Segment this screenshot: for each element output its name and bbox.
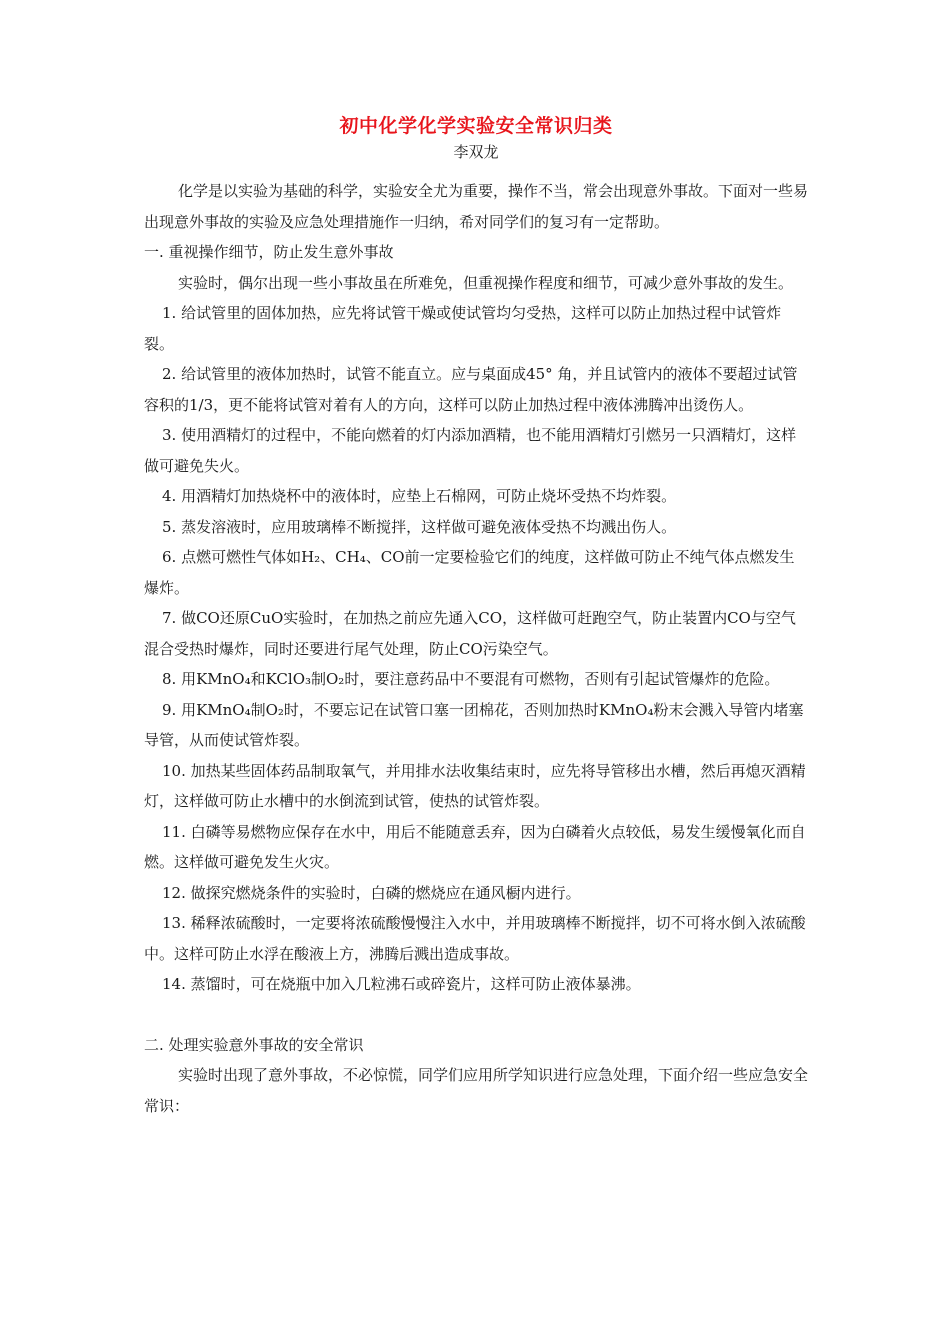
list-item: 7. 做CO还原CuO实验时，在加热之前应先通入CO，这样做可赶跑空气，防止装置内CO与空气混合受热时爆炸，同时还要进行尾气处理，防止CO污染空气。 <box>144 609 796 658</box>
section-2-intro: 实验时出现了意外事故，不必惊慌，同学们应用所学知识进行应急处理，下面介绍一些应急安全常识： <box>144 1066 809 1115</box>
list-item: 14. 蒸馏时，可在烧瓶中加入几粒沸石或碎瓷片，这样可防止液体暴沸。 <box>162 975 641 993</box>
list-item: 11. 白磷等易燃物应保存在水中，用后不能随意丢弃，因为白磷着火点较低，易发生缓慢氧化而自燃。这样做可避免发生火灾。 <box>144 822 806 871</box>
list-item: 6. 点燃可燃性气体如H₂、CH₄、CO前一定要检验它们的纯度，这样做可防止不纯气体点燃发生爆炸。 <box>144 548 795 597</box>
section-1-intro: 实验时，偶尔出现一些小事故虽在所难免，但重视操作程度和细节，可减少意外事故的发生。 <box>178 273 794 292</box>
section-1-heading: 一. 重视操作细节，防止发生意外事故 <box>144 243 394 261</box>
document-page <box>144 112 808 1121</box>
intro-paragraph: 化学是以实验为基础的科学，实验安全尤为重要，操作不当，常会出现意外事故。下面对一些易出现意外事故的实验及应急处理措施作一归纳，希对同学们的复习有一定帮助。 <box>144 182 809 231</box>
list-item: 2. 给试管里的液体加热时，试管不能直立。应与桌面成45° 角，并且试管内的液体不要超过试管容积的1/3，更不能将试管对着有人的方向，这样可以防止加热过程中液体沸腾冲出烫伤人。 <box>144 365 798 414</box>
list-item: 12. 做探究燃烧条件的实验时，白磷的燃烧应在通风橱内进行。 <box>162 883 581 902</box>
section-2-heading: 二. 处理实验意外事故的安全常识 <box>144 1035 364 1054</box>
list-item: 9. 用KMnO₄制O₂时，不要忘记在试管口塞一团棉花，否则加热时KMnO₄粉末会溅入导管内堵塞导管，从而使试管炸裂。 <box>144 700 804 749</box>
list-item: 8. 用KMnO₄和KClO₃制O₂时，要注意药品中不要混有可燃物，否则有引起试管爆炸的危险。 <box>162 670 780 688</box>
list-item: 4. 用酒精灯加热烧杯中的液体时，应垫上石棉网，可防止烧坏受热不均炸裂。 <box>162 487 677 505</box>
list-item: 5. 蒸发溶液时，应用玻璃棒不断搅拌，这样做可避免液体受热不均溅出伤人。 <box>162 517 677 536</box>
document-author: 李双龙 <box>453 143 499 161</box>
section-spacer <box>144 1000 808 1030</box>
list-item: 10. 加热某些固体药品制取氧气，并用排水法收集结束时，应先将导管移出水槽，然后再熄灭酒精灯，这样做可防止水槽中的水倒流到试管，使热的试管炸裂。 <box>144 761 806 810</box>
document-title: 初中化学化学实验安全常识归类 <box>339 115 613 137</box>
list-item: 3. 使用酒精灯的过程中，不能向燃着的灯内添加酒精，也不能用酒精灯引燃另一只酒精灯，这样做可避免失火。 <box>144 426 797 475</box>
list-item: 1. 给试管里的固体加热，应先将试管干燥或使试管均匀受热，这样可以防止加热过程中试管炸裂。 <box>144 304 782 353</box>
list-item: 13. 稀释浓硫酸时，一定要将浓硫酸慢慢注入水中，并用玻璃棒不断搅拌，切不可将水倒入浓硫酸中。这样可防止水浮在酸液上方，沸腾后溅出造成事故。 <box>144 914 806 963</box>
